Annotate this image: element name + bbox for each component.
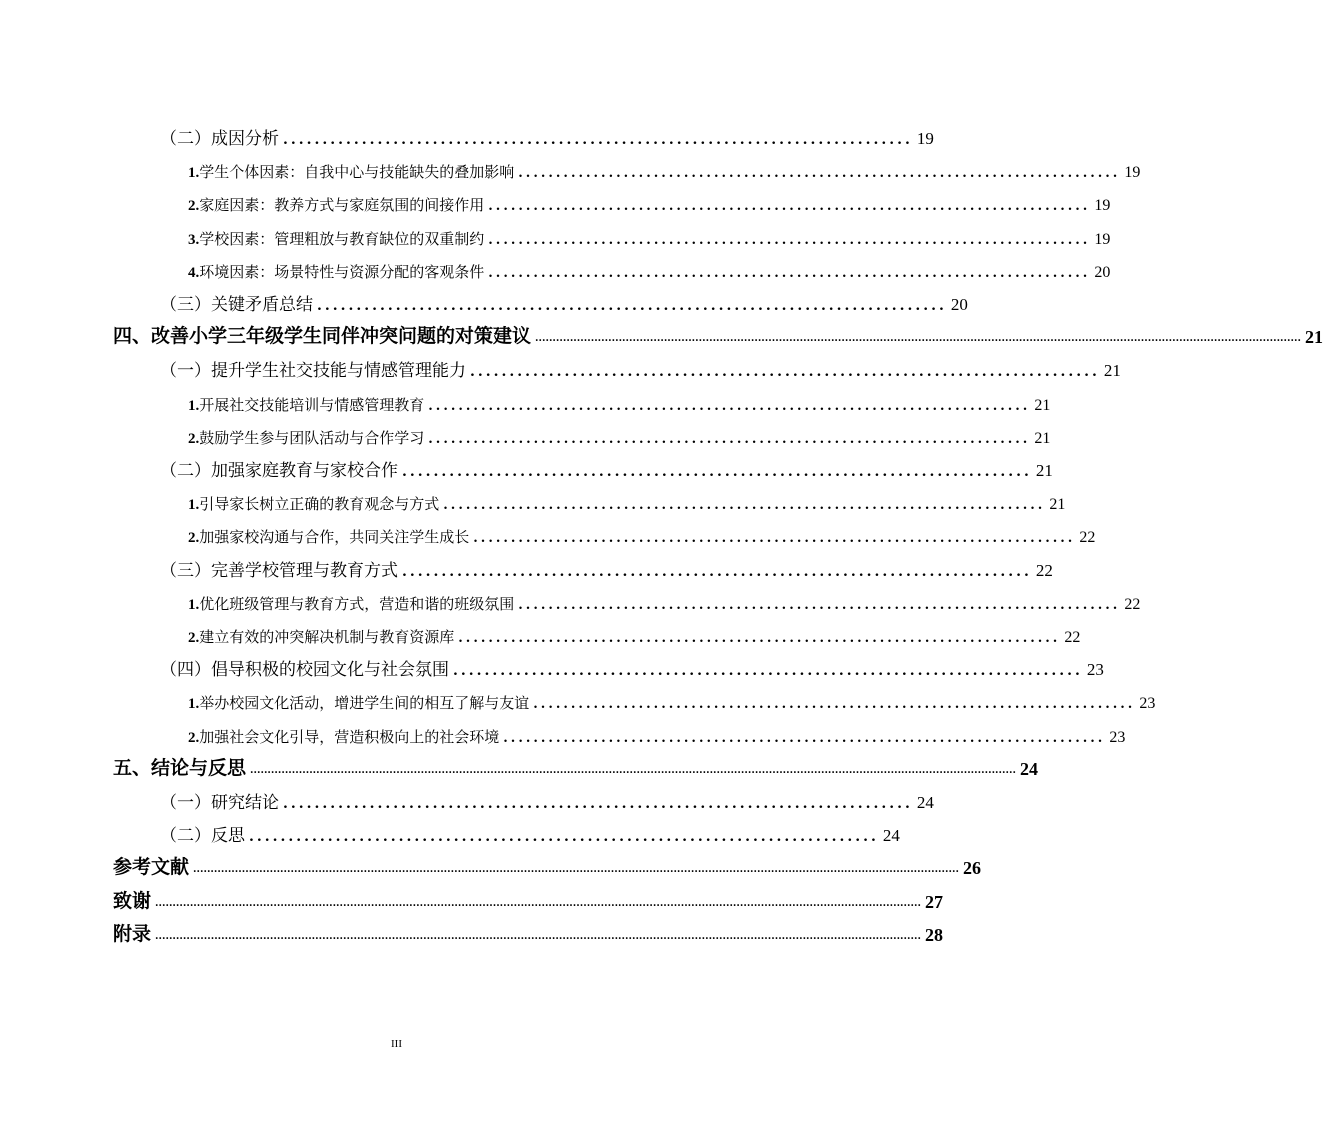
toc-entry-page-number: 19 (1124, 164, 1141, 181)
toc-entry-title (188, 194, 484, 215)
toc-entry-title (188, 692, 529, 713)
toc-entry-page-number: 19 (1094, 231, 1111, 248)
toc-dot-leader: ................................................................................ (518, 598, 1121, 613)
toc-dot-leader: ................................................................................ (283, 796, 913, 812)
toc-dot-leader: ................................................................................ (458, 631, 1061, 646)
toc-entry-number: 1. (188, 165, 200, 181)
toc-entry-text: 鼓励学生参与团队活动与合作学习 (199, 429, 425, 447)
toc-dot-leader: ............................................................................................................................................................................................................................ (155, 898, 921, 909)
toc-entry-title (113, 886, 151, 913)
toc-entry[interactable] (160, 812, 900, 846)
toc-entry-title (160, 556, 398, 581)
toc-entry-text: 学校因素：管理粗放与教育缺位的双重制约 (199, 230, 485, 248)
toc-entry[interactable] (160, 646, 1104, 680)
toc-entry[interactable] (113, 879, 943, 913)
toc-dot-leader: ................................................................................ (473, 531, 1076, 546)
toc-entry-page-number: 23 (1139, 695, 1156, 712)
toc-dot-leader: ............................................................................................................................................................................................................................ (193, 864, 959, 875)
toc-entry-title (113, 852, 189, 879)
toc-entry-text: 举办校园文化活动，增进学生间的相互了解与友谊 (199, 694, 530, 712)
toc-entry-text: （一）提升学生社交技能与情感管理能力 (160, 361, 466, 381)
toc-entry-page-number: 21 (1035, 461, 1053, 480)
toc-entry-text: 优化班级管理与教育方式，营造和谐的班级氛围 (199, 595, 515, 613)
toc-entry-title (113, 321, 531, 348)
toc-entry-text: 环境因素：场景特性与资源分配的客观条件 (199, 263, 485, 281)
toc-entry[interactable] (188, 414, 1051, 448)
toc-entry[interactable] (113, 314, 1323, 348)
toc-entry[interactable] (188, 613, 1081, 647)
toc-entry-text: （二）反思 (160, 826, 245, 846)
toc-entry-title (188, 493, 439, 514)
toc-entry-page-number: 27 (924, 892, 943, 912)
toc-entry-number: 1. (188, 597, 200, 613)
toc-entry-page-number: 23 (1086, 660, 1104, 679)
toc-dot-leader: ................................................................................ (249, 829, 879, 845)
toc-entry-number: 2. (188, 530, 200, 546)
toc-entry-title (188, 626, 454, 647)
toc-entry-number: 4. (188, 265, 200, 281)
toc-dot-leader: ................................................................................ (428, 399, 1031, 414)
toc-entry-text: （三）关键矛盾总结 (160, 295, 313, 315)
toc-entry-page-number: 22 (1079, 529, 1096, 546)
toc-entry-text: 参考文献 (113, 856, 190, 878)
toc-entry[interactable] (188, 148, 1141, 182)
toc-entry-title (188, 593, 514, 614)
toc-entry-page-number: 22 (1035, 561, 1053, 580)
toc-entry-title (188, 726, 499, 747)
toc-entry-title (113, 919, 151, 946)
toc-dot-leader: ................................................................................ (488, 233, 1091, 248)
toc-entry-page-number: 22 (1064, 629, 1081, 646)
toc-entry-page-number: 22 (1124, 596, 1141, 613)
toc-entry-page-number: 21 (1034, 397, 1051, 414)
toc-entry-title (188, 526, 469, 547)
toc-entry-page-number: 19 (916, 129, 934, 148)
toc-entry-text: 开展社交技能培训与情感管理教育 (199, 396, 425, 414)
toc-entry-number: 2. (188, 630, 200, 646)
toc-entry-text: 四、改善小学三年级学生同伴冲突问题的对策建议 (113, 325, 532, 347)
toc-entry-text: 加强家校沟通与合作，共同关注学生成长 (199, 528, 470, 546)
toc-dot-leader: ............................................................................................................................................................................................................................ (535, 333, 1301, 344)
toc-entry-page-number: 24 (1019, 759, 1038, 779)
toc-dot-leader: ................................................................................ (283, 132, 913, 148)
toc-dot-leader: ............................................................................................................................................................................................................................ (155, 931, 921, 942)
toc-entry[interactable] (160, 547, 1053, 581)
toc-entry[interactable] (188, 480, 1066, 514)
toc-entry-title (160, 124, 279, 149)
toc-entry-page-number: 19 (1094, 197, 1111, 214)
toc-entry[interactable] (188, 713, 1126, 747)
toc-entry-title (188, 228, 484, 249)
toc-entry-title (160, 821, 245, 846)
toc-entry[interactable] (188, 679, 1156, 713)
toc-entry-text: 学生个体因素：自我中心与技能缺失的叠加影响 (199, 163, 515, 181)
toc-entry-number: 1. (188, 696, 200, 712)
toc-entry-text: （二）成因分析 (160, 129, 279, 149)
toc-dot-leader: ................................................................................ (402, 464, 1032, 480)
toc-entry-page-number: 26 (962, 858, 981, 878)
page-footer-number: III (391, 1038, 402, 1050)
toc-entry-text: （四）倡导积极的校园文化与社会氛围 (160, 660, 449, 680)
toc-entry[interactable] (188, 248, 1111, 282)
toc-dot-leader: ................................................................................ (443, 498, 1046, 513)
toc-entry-title (160, 356, 466, 381)
toc-entry[interactable] (113, 912, 943, 946)
toc-entry-text: 加强社会文化引导，营造积极向上的社会环境 (199, 728, 500, 746)
toc-entry-title (160, 290, 313, 315)
toc-dot-leader: ................................................................................ (402, 564, 1032, 580)
toc-entry[interactable] (188, 181, 1111, 215)
toc-entry-text: 附录 (113, 923, 152, 945)
toc-dot-leader: ................................................................................ (488, 199, 1091, 214)
toc-entry-title (160, 655, 449, 680)
toc-entry[interactable] (188, 381, 1051, 415)
toc-dot-leader: ................................................................................ (533, 697, 1136, 712)
toc-entry-title (188, 427, 424, 448)
toc-entry-page-number: 24 (916, 793, 934, 812)
toc-entry[interactable] (188, 580, 1141, 614)
toc-dot-leader: ................................................................................ (470, 364, 1100, 380)
toc-entry-text: （一）研究结论 (160, 793, 279, 813)
toc-entry-number: 2. (188, 730, 200, 746)
toc-entry[interactable] (113, 845, 981, 879)
toc-entry-text: 五、结论与反思 (113, 757, 247, 779)
toc-entry-number: 2. (188, 198, 200, 214)
toc-entry-number: 3. (188, 232, 200, 248)
toc-entry-page-number: 24 (882, 826, 900, 845)
toc-entry-page-number: 23 (1109, 729, 1126, 746)
toc-entry[interactable] (160, 447, 1053, 481)
toc-dot-leader: ................................................................................ (428, 432, 1031, 447)
toc-entry-page-number: 21 (1304, 327, 1323, 347)
toc-entry-title (113, 753, 246, 780)
toc-entry-page-number: 21 (1049, 496, 1066, 513)
toc-entry-page-number: 28 (924, 925, 943, 945)
toc-entry[interactable] (160, 115, 934, 149)
toc-entry-text: 家庭因素：教养方式与家庭氛围的间接作用 (199, 196, 485, 214)
toc-entry-text: 引导家长树立正确的教育观念与方式 (199, 495, 440, 513)
toc-dot-leader: ................................................................................ (518, 166, 1121, 181)
toc-dot-leader: ................................................................................ (503, 731, 1106, 746)
toc-entry-title (188, 394, 424, 415)
toc-entry-number: 2. (188, 431, 200, 447)
toc-entry-title (188, 161, 514, 182)
toc-entry-text: 致谢 (113, 890, 152, 912)
toc-entry-number: 1. (188, 398, 200, 414)
toc-entry-page-number: 20 (950, 295, 968, 314)
toc-entry[interactable] (160, 281, 968, 315)
toc-entry[interactable] (160, 347, 1121, 381)
toc-dot-leader: ................................................................................ (453, 663, 1083, 679)
toc-dot-leader: ............................................................................................................................................................................................................................ (250, 765, 1016, 776)
toc-entry[interactable] (188, 513, 1096, 547)
toc-entry[interactable] (160, 779, 934, 813)
toc-entry-page-number: 21 (1034, 430, 1051, 447)
toc-entry-number: 1. (188, 497, 200, 513)
toc-entry-title (160, 788, 279, 813)
toc-entry-title (160, 456, 398, 481)
toc-entry-page-number: 20 (1094, 264, 1111, 281)
toc-entry-title (188, 261, 484, 282)
toc-entry-text: （三）完善学校管理与教育方式 (160, 561, 398, 581)
toc-entry-text: （二）加强家庭教育与家校合作 (160, 461, 398, 481)
toc-entry[interactable] (188, 215, 1111, 249)
toc-dot-leader: ................................................................................ (488, 266, 1091, 281)
toc-entry[interactable] (113, 746, 1038, 780)
toc-dot-leader: ................................................................................ (317, 298, 947, 314)
toc-entry-page-number: 21 (1103, 361, 1121, 380)
toc-entry-text: 建立有效的冲突解决机制与教育资源库 (199, 628, 455, 646)
